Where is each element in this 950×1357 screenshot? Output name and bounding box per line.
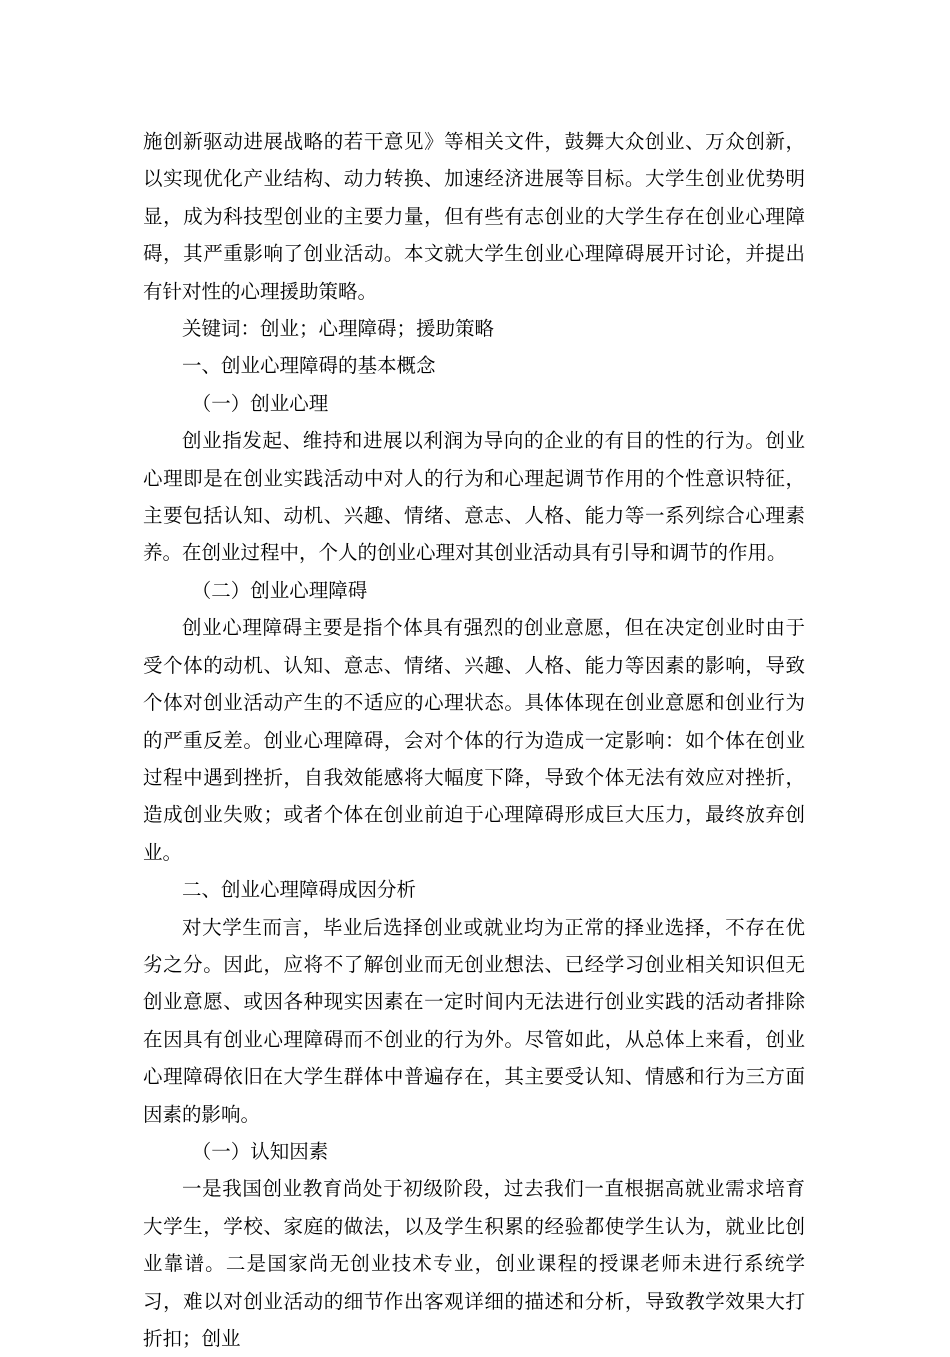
body-paragraph-2: 创业心理障碍主要是指个体具有强烈的创业意愿，但在决定创业时由于受个体的动机、认知、意志、情绪、兴趣、人格、能力等因素的影响，导致个体对创业活动产生的不适应的心理状态。具体体现在创业意愿和创业行为的严重反差。创业心理障碍，会对个体的行为造成一定影响：如个体在创业过程中遇到挫折，自我效能感将大幅度下降，导致个体无法有效应对挫折，造成创业失败；或者个体在创业前迫于心理障碍形成巨大压力，最终放弃创业。 [143, 616, 805, 864]
subsection-heading-1-1: （一）创业心理 [191, 391, 329, 415]
subsection-heading-2-1: （一）认知因素 [191, 1139, 329, 1163]
keywords-line: 关键词：创业；心理障碍；援助策略 [182, 317, 495, 341]
body-paragraph-4: 一是我国创业教育尚处于初级阶段，过去我们一直根据高就业需求培育大学生，学校、家庭的做法，以及学生积累的经验都使学生认为，就业比创业靠谱。二是国家尚无创业技术专业，创业课程的授课老师未进行系统学习，难以对创业活动的细节作出客观详细的描述和分析，导致教学效果大打折扣；创业 [143, 1177, 805, 1350]
body-paragraph-1: 创业指发起、维持和进展以利润为导向的企业的有目的性的行为。创业心理即是在创业实践活动中对人的行为和心理起调节作用的个性意识特征，主要包括认知、动机、兴趣、情绪、意志、人格、能力等一系列综合心理素养。在创业过程中，个人的创业心理对其创业活动具有引导和调节的作用。 [143, 429, 805, 565]
section-heading-1: 一、创业心理障碍的基本概念 [182, 354, 436, 378]
body-paragraph-3: 对大学生而言，毕业后选择创业或就业均为正常的择业选择，不存在优劣之分。因此，应将不了解创业而无创业想法、已经学习创业相关知识但无创业意愿、或因各种现实因素在一定时间内无法进行创业实践的活动者排除在因具有创业心理障碍而不创业的行为外。尽管如此，从总体上来看，创业心理障碍依旧在大学生群体中普遍存在，其主要受认知、情感和行为三方面因素的影响。 [143, 915, 805, 1126]
subsection-heading-1-2: （二）创业心理障碍 [191, 578, 368, 602]
section-heading-2: 二、创业心理障碍成因分析 [182, 878, 417, 902]
intro-paragraph: 施创新驱动进展战略的若干意见》等相关文件，鼓舞大众创业、万众创新，以实现优化产业结构、动力转换、加速经济进展等目标。大学生创业优势明显，成为科技型创业的主要力量，但有些有志创业的大学生存在创业心理障碍，其严重影响了创业活动。本文就大学生创业心理障碍展开讨论，并提出有针对性的心理援助策略。 [143, 130, 805, 303]
document-page [143, 123, 805, 1357]
